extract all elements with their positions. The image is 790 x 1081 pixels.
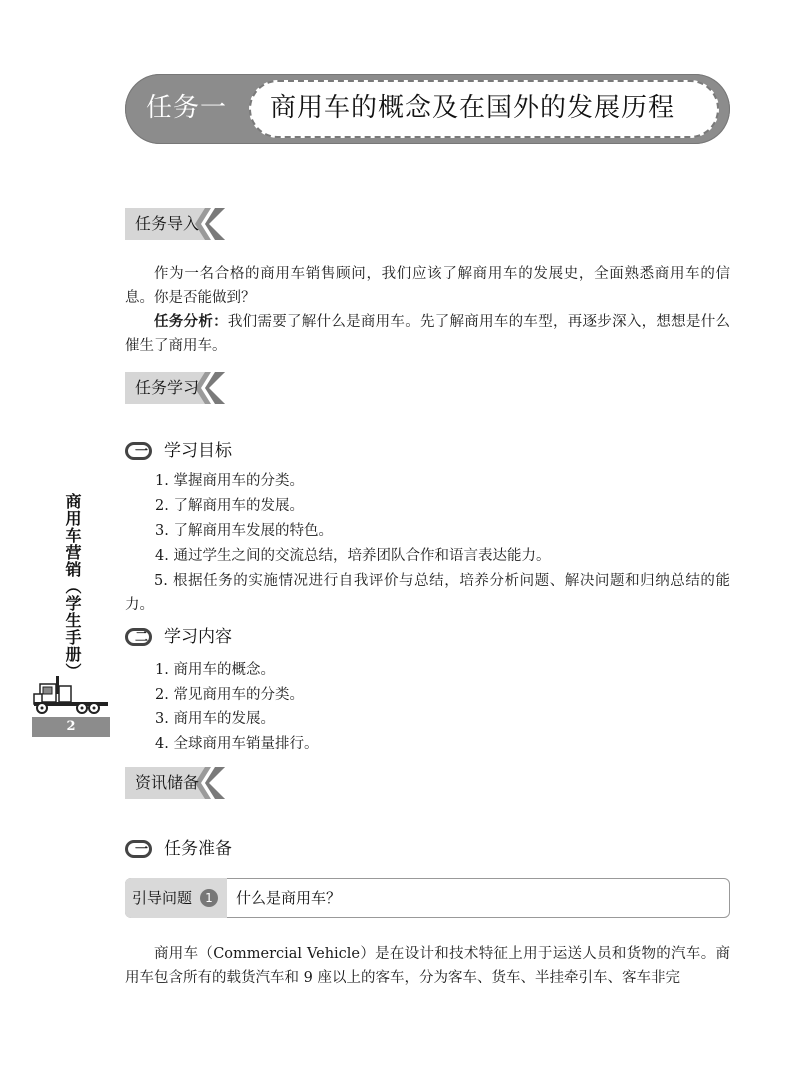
list-item: 1. 商用车的概念。 <box>155 662 275 678</box>
analysis-paragraph <box>125 310 730 358</box>
guiding-question-text: 什么是商用车？ <box>236 889 342 907</box>
heading-number: 一 <box>134 842 148 857</box>
section-tag-study <box>125 372 225 404</box>
content-heading: 学习内容 <box>164 627 232 647</box>
page-title: 商用车的概念及在国外的发展历程 <box>270 93 676 123</box>
task-number-label: 任务一 <box>146 93 228 123</box>
analysis-label: 任务分析： <box>154 314 228 330</box>
list-item: 3. 了解商用车发展的特色。 <box>155 523 333 539</box>
guiding-question-label: 引导问题 <box>132 889 193 907</box>
heading-number: 二 <box>134 630 148 645</box>
truck-icon <box>32 674 112 716</box>
section-tag-label: 资讯储备 <box>135 773 200 792</box>
analysis-text: 我们需要了解什么是商用车。先了解商用车的车型，再逐步深入，想想是什么催生了商用车。 <box>125 314 731 354</box>
section-tag-info <box>125 767 225 799</box>
section-tag-label: 任务导入 <box>135 214 200 233</box>
list-item: 3. 商用车的发展。 <box>155 711 275 727</box>
list-item: 2. 了解商用车的发展。 <box>155 498 304 514</box>
heading-number-pill <box>125 628 152 646</box>
list-item: 1. 掌握商用车的分类。 <box>155 473 304 489</box>
goals-heading: 学习目标 <box>164 441 232 461</box>
prep-heading: 任务准备 <box>164 839 232 859</box>
list-item: 5. 根据任务的实施情况进行自我评价与总结，培养分析问题、解决问题和归纳总结的能力。 <box>125 573 730 613</box>
heading-number-pill <box>125 442 152 460</box>
section-tag-intro <box>125 208 225 240</box>
list-item: 2. 常见商用车的分类。 <box>155 687 304 703</box>
question-number-badge: 1 <box>200 889 218 907</box>
intro-paragraph: 作为一名合格的商用车销售顾问，我们应该了解商用车的发展史，全面熟悉商用车的信息。你是否能做到？ <box>125 266 730 306</box>
body-paragraph: 商用车（Commercial Vehicle）是在设计和技术特征上用于运送人员和货物的汽车。商用车包含所有的载货汽车和 9 座以上的客车，分为客车、货车、半挂牵引车、客车非完 <box>125 946 730 986</box>
book-title-vertical: 商用车营销（学生手册） <box>63 493 82 680</box>
heading-number-pill <box>125 840 152 858</box>
heading-number: 一 <box>134 444 148 459</box>
list-item: 4. 通过学生之间的交流总结，培养团队合作和语言表达能力。 <box>155 548 551 564</box>
list-item: 4. 全球商用车销量排行。 <box>155 736 319 752</box>
page-number: 2 <box>32 717 110 737</box>
section-tag-label: 任务学习 <box>135 378 200 397</box>
